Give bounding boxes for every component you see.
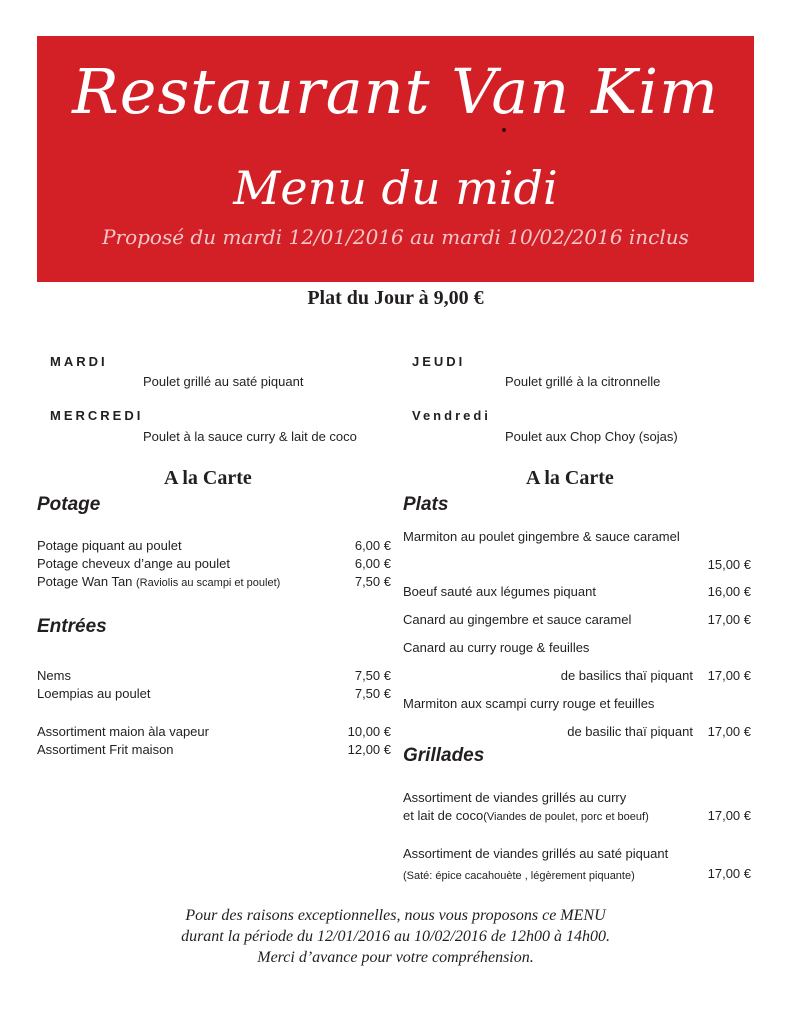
menu-item: Potage piquant au poulet <box>37 538 182 553</box>
menu-item: Marmiton au poulet gingembre & sauce caramel <box>403 529 680 544</box>
menu-item: Assortiment Frit maison <box>37 742 174 757</box>
menu-item: Assortiment de viandes grillés au saté piquant <box>403 846 669 861</box>
menu-title: Menu du midi <box>233 161 558 215</box>
day-name: Vendredi <box>412 408 491 423</box>
day-name: JEUDI <box>412 354 466 369</box>
section-title-potage: Potage <box>37 494 101 515</box>
menu-item-note <box>403 867 635 882</box>
menu-item-price: 10,00 € <box>347 724 391 739</box>
menu-item-price: 17,00 € <box>707 724 751 739</box>
menu-item-price: 12,00 € <box>347 742 391 757</box>
menu-item-note: (Viandes de poulet, porc et boeuf) <box>483 811 649 823</box>
menu-item-name: Potage Wan Tan <box>37 574 137 589</box>
day-mercredi <box>50 408 357 444</box>
carte-heading-right: A la Carte <box>526 467 614 489</box>
menu-item-price: 7,50 € <box>354 686 391 701</box>
day-dish: Poulet aux Chop Choy (sojas) <box>505 429 678 444</box>
menu-item: Potage cheveux d’ange au poulet <box>37 556 230 571</box>
menu-item: Canard au gingembre et sauce caramel <box>403 612 632 627</box>
menu-item-name: et lait de coco <box>403 808 484 823</box>
menu-period: Proposé du mardi 12/01/2016 au mardi 10/02/2016 inclus <box>102 225 689 249</box>
footer-line: Merci d’avance pour votre compréhension. <box>257 949 534 966</box>
footer-line: durant la période du 12/01/2016 au 10/02/2016 de 12h00 à 14h00. <box>181 928 610 945</box>
menu-item-price: 17,00 € <box>707 866 751 881</box>
plat-du-jour-heading: Plat du Jour à 9,00 € <box>307 287 484 309</box>
day-dish: Poulet grillé au saté piquant <box>143 374 304 389</box>
menu-item <box>37 574 280 589</box>
header-banner <box>37 36 754 282</box>
menu-item-price: 15,00 € <box>707 557 751 572</box>
menu-item: Assortiment maion àla vapeur <box>37 724 209 739</box>
menu-item: Boeuf sauté aux légumes piquant <box>403 584 596 599</box>
menu-item-continued: de basilic thaï piquant <box>567 724 693 739</box>
menu-item-continued: de basilics thaï piquant <box>560 668 693 683</box>
menu-item-price: 17,00 € <box>707 612 751 627</box>
menu-item: Nems <box>37 668 71 683</box>
menu-item-continued <box>403 808 649 823</box>
menu-item-note: (Raviolis au scampi et poulet) <box>136 577 281 589</box>
menu-item: Loempias au poulet <box>37 686 151 701</box>
day-name: MERCREDI <box>50 408 144 423</box>
section-title-entrees: Entrées <box>37 616 107 637</box>
menu-item-price: 17,00 € <box>707 808 751 823</box>
menu-item-price: 7,50 € <box>354 668 391 683</box>
menu-item-price: 6,00 € <box>354 538 391 553</box>
menu-item-note-text: (Saté: épice cacahouète , légèrement piquante) <box>403 870 635 882</box>
menu-item-price: 16,00 € <box>707 584 751 599</box>
day-dish: Poulet à la sauce curry & lait de coco <box>143 429 357 444</box>
day-mardi <box>50 354 304 389</box>
menu-item-price: 7,50 € <box>354 574 391 589</box>
day-jeudi <box>412 354 661 389</box>
menu-item: Canard au curry rouge & feuilles <box>403 640 590 655</box>
menu-item: Marmiton aux scampi curry rouge et feuilles <box>403 696 655 711</box>
section-title-grillades: Grillades <box>403 745 485 766</box>
carte-heading-left: A la Carte <box>164 467 252 489</box>
footer-note <box>0 905 791 968</box>
day-vendredi <box>412 408 678 444</box>
menu-item-price: 17,00 € <box>707 668 751 683</box>
decorative-dot <box>502 128 506 132</box>
footer-line: Pour des raisons exceptionnelles, nous vous proposons ce MENU <box>185 907 606 924</box>
day-name: MARDI <box>50 354 108 369</box>
day-dish: Poulet grillé à la citronnelle <box>505 374 661 389</box>
restaurant-name: Restaurant Van Kim <box>72 55 719 128</box>
section-title-plats: Plats <box>403 494 449 515</box>
menu-item: Assortiment de viandes grillés au curry <box>403 790 627 805</box>
menu-item-price: 6,00 € <box>354 556 391 571</box>
